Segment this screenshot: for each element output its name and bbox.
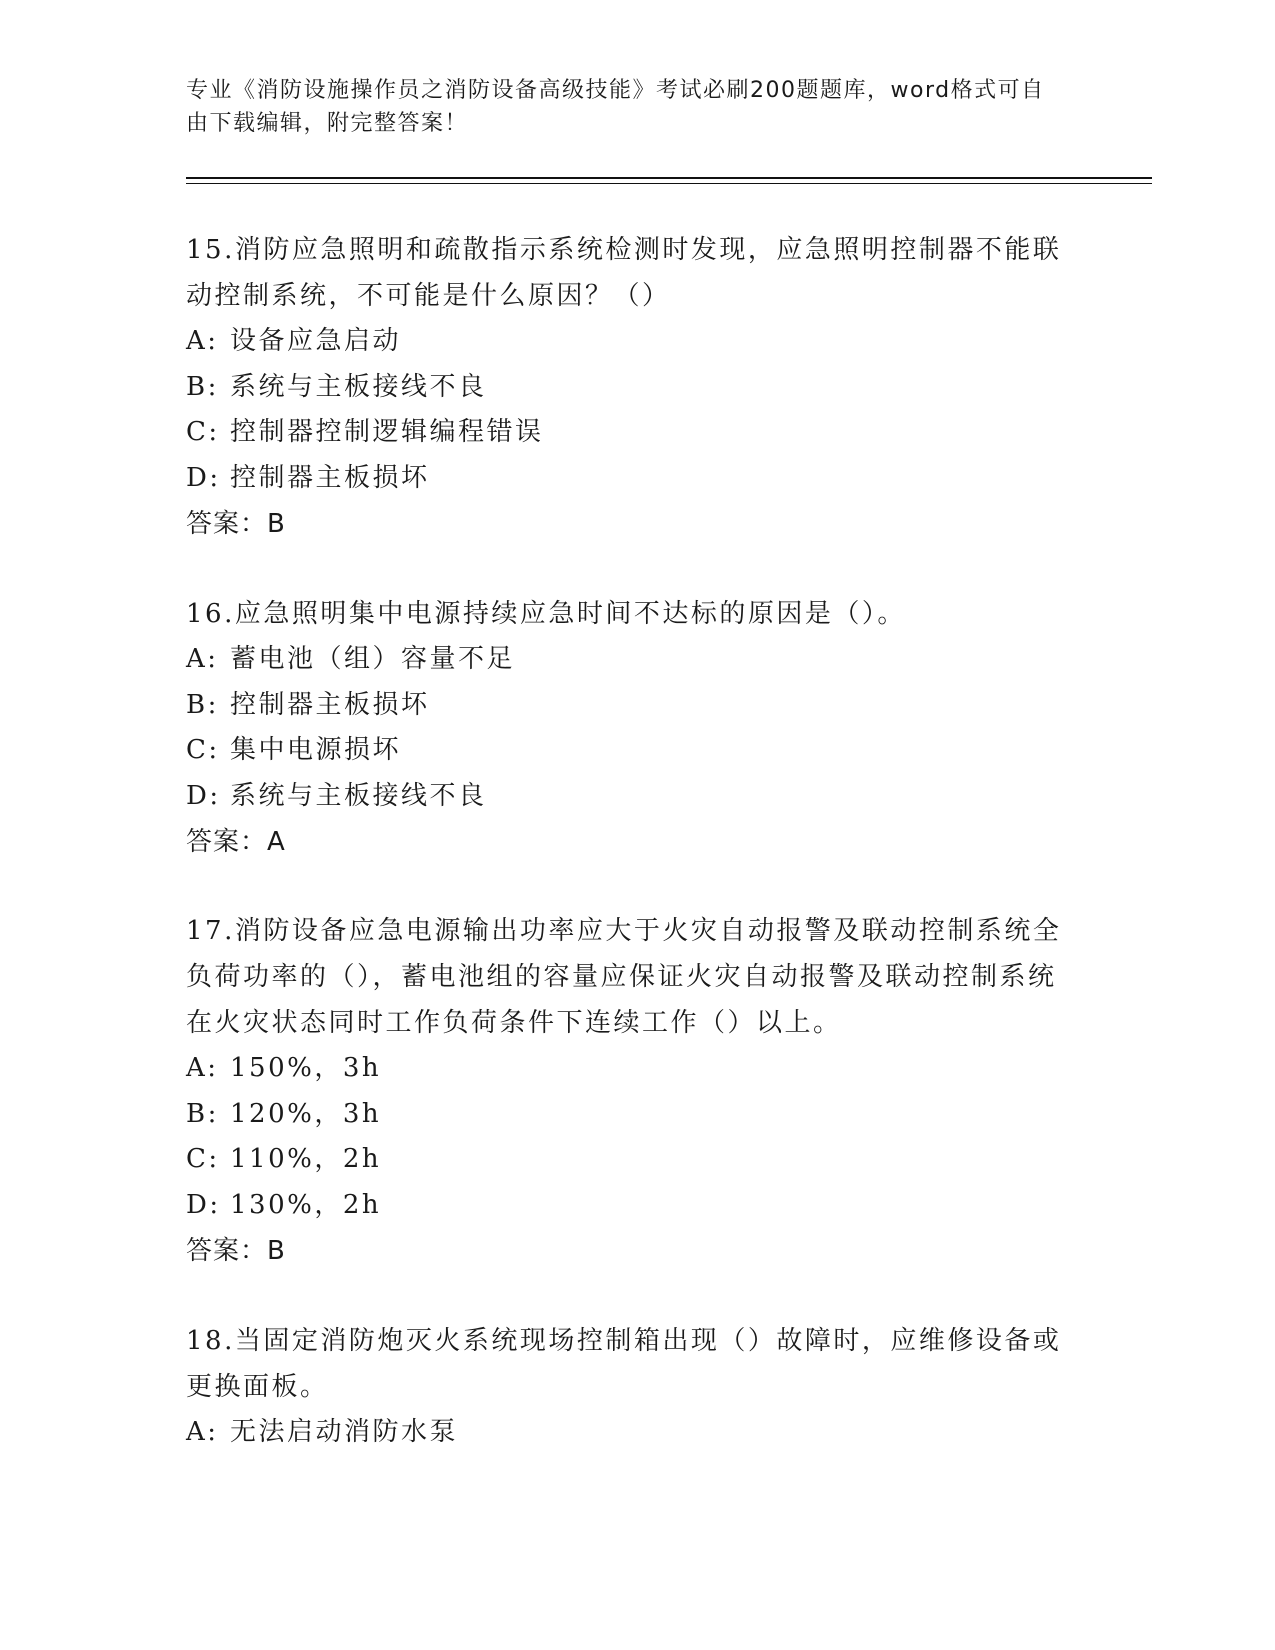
header-rule-thick: [186, 177, 1152, 179]
option-key: D:: [186, 1189, 221, 1220]
option-b: [186, 1092, 1076, 1138]
document-intro: 专业《消防设施操作员之消防设备高级技能》考试必刷200题题库，word格式可自由下载编辑，附完整答案！: [186, 78, 1045, 136]
option-text: 110%，2h: [230, 1144, 382, 1174]
question-stem: 18.当固定消防炮灭火系统现场控制箱出现（）故障时，应维修设备或更换面板。: [186, 1326, 1062, 1402]
option-key: B:: [186, 689, 219, 720]
option-key: D:: [186, 780, 221, 811]
option-text: 系统与主板接线不良: [230, 780, 487, 811]
option-key: A:: [186, 1417, 219, 1447]
option-key: D:: [186, 462, 221, 493]
question-17: [186, 908, 1076, 1274]
option-text: 系统与主板接线不良: [230, 371, 487, 402]
option-text: 无法启动消防水泵: [230, 1417, 459, 1447]
option-b: [186, 365, 1076, 411]
option-d: [186, 774, 1076, 820]
option-a: [186, 1410, 1076, 1456]
option-key: A:: [186, 644, 219, 674]
question-stem: 17.消防设备应急电源输出功率应大于火灾自动报警及联动控制系统全负荷功率的（），蓄电池组的容量应保证火灾自动报警及联动控制系统在火灾状态同时工作负荷条件下连续工作（）以上。: [186, 916, 1062, 1038]
option-d: [186, 1183, 1076, 1229]
option-text: 130%，2h: [230, 1189, 382, 1220]
option-a: [186, 1046, 1076, 1092]
option-c: [186, 728, 1076, 774]
answer-line: 答案：A: [186, 827, 286, 857]
option-c: [186, 1137, 1076, 1183]
question-18: [186, 1318, 1076, 1456]
option-key: C:: [186, 1144, 220, 1174]
option-b: [186, 683, 1076, 729]
option-text: 控制器控制逻辑编程错误: [230, 417, 544, 447]
option-key: A:: [186, 326, 219, 356]
option-key: C:: [186, 735, 220, 765]
question-stem: 16.应急照明集中电源持续应急时间不达标的原因是（）。: [186, 599, 906, 629]
option-a: [186, 319, 1076, 365]
option-key: C:: [186, 417, 220, 447]
option-text: 150%，3h: [230, 1053, 382, 1083]
option-text: 蓄电池（组）容量不足: [230, 644, 516, 674]
answer-line: 答案：B: [186, 509, 286, 539]
header-rule-thin: [186, 183, 1152, 184]
option-key: B:: [186, 371, 219, 402]
option-text: 控制器主板损坏: [230, 689, 430, 720]
option-key: A:: [186, 1053, 219, 1083]
question-15: [186, 227, 1076, 547]
option-text: 控制器主板损坏: [230, 462, 430, 493]
question-16: [186, 591, 1076, 865]
option-text: 设备应急启动: [230, 326, 402, 356]
answer-line: 答案：B: [186, 1236, 286, 1266]
question-stem: 15.消防应急照明和疏散指示系统检测时发现，应急照明控制器不能联动控制系统，不可能是什么原因？（）: [186, 235, 1062, 311]
option-text: 集中电源损坏: [230, 735, 402, 765]
option-key: B:: [186, 1098, 219, 1129]
option-text: 120%，3h: [230, 1098, 382, 1129]
option-c: [186, 410, 1076, 456]
option-a: [186, 637, 1076, 683]
option-d: [186, 456, 1076, 502]
